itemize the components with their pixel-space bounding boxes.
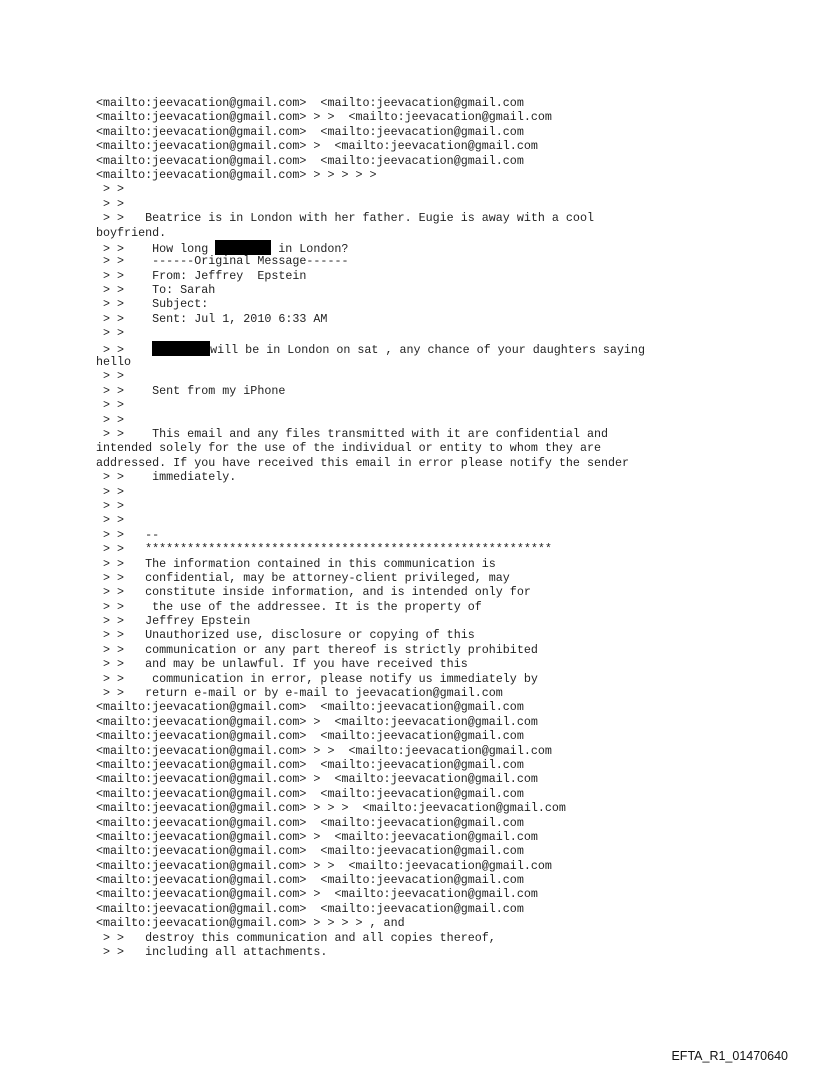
text-line: > > — [96, 196, 125, 211]
text-line: > > From: Jeffrey Epstein — [96, 268, 307, 283]
text-line: > > Jeffrey Epstein — [96, 614, 251, 629]
text-line: <mailto:jeevacation@gmail.com> > > > > , and — [96, 916, 405, 931]
text-line: > > communication or any part thereof is strictly prohibited — [96, 642, 538, 657]
line-suffix: in London? — [271, 241, 349, 256]
text-line: > > — [96, 498, 125, 513]
redaction-box — [215, 240, 271, 255]
text-line: > > To: Sarah — [96, 283, 216, 298]
text-line: addressed. If you have received this email in error please notify the sender — [96, 455, 630, 470]
text-line: <mailto:jeevacation@gmail.com> <mailto:jeevacation@gmail.com — [96, 786, 524, 801]
text-line: <mailto:jeevacation@gmail.com> <mailto:jeevacation@gmail.com — [96, 901, 524, 916]
text-line: > > — [96, 412, 125, 427]
text-line: > > and may be unlawful. If you have received this — [96, 657, 468, 672]
text-line: <mailto:jeevacation@gmail.com> > > <mailto:jeevacation@gmail.com — [96, 110, 552, 125]
text-line: <mailto:jeevacation@gmail.com> <mailto:jeevacation@gmail.com — [96, 844, 524, 859]
text-line: > > return e-mail or by e-mail to jeevacation@gmail.com — [96, 686, 503, 701]
text-line: hello — [96, 355, 132, 370]
line-suffix: will be in London on sat , any chance of your daughters saying — [210, 342, 645, 357]
text-line: > > Sent: Jul 1, 2010 6:33 AM — [96, 311, 328, 326]
email-body — [96, 96, 736, 959]
text-line-with-redaction — [96, 240, 736, 254]
text-line: > > the use of the addressee. It is the property of — [96, 599, 482, 614]
text-line: <mailto:jeevacation@gmail.com> > <mailto:jeevacation@gmail.com — [96, 139, 538, 154]
text-line: <mailto:jeevacation@gmail.com> <mailto:jeevacation@gmail.com — [96, 153, 524, 168]
document-id-footer: EFTA_R1_01470640 — [671, 1049, 788, 1063]
text-line: > > — [96, 369, 125, 384]
text-line: <mailto:jeevacation@gmail.com> <mailto:jeevacation@gmail.com — [96, 700, 524, 715]
text-line: <mailto:jeevacation@gmail.com> > <mailto:jeevacation@gmail.com — [96, 772, 538, 787]
text-line: > > Sent from my iPhone — [96, 383, 286, 398]
text-line: <mailto:jeevacation@gmail.com> > <mailto:jeevacation@gmail.com — [96, 714, 538, 729]
text-line: <mailto:jeevacation@gmail.com> <mailto:jeevacation@gmail.com — [96, 124, 524, 139]
text-line: > > confidential, may be attorney-client privileged, may — [96, 570, 510, 585]
text-line: > > Beatrice is in London with her father. Eugie is away with a cool — [96, 211, 594, 226]
text-line: > > destroy this communication and all copies thereof, — [96, 930, 496, 945]
text-line: > > immediately. — [96, 470, 237, 485]
text-line: > > — [96, 326, 125, 341]
redaction-box — [152, 341, 210, 356]
text-line: > > including all attachments. — [96, 945, 328, 960]
text-line: > > — [96, 484, 125, 499]
text-line: <mailto:jeevacation@gmail.com> > <mailto:jeevacation@gmail.com — [96, 887, 538, 902]
text-line: <mailto:jeevacation@gmail.com> > > > > > — [96, 167, 377, 182]
text-line: > > constitute inside information, and is intended only for — [96, 585, 531, 600]
text-line: > > Unauthorized use, disclosure or copying of this — [96, 628, 475, 643]
line-prefix: > > How long — [96, 241, 216, 256]
text-line: <mailto:jeevacation@gmail.com> > > <mailto:jeevacation@gmail.com — [96, 743, 552, 758]
line-prefix: > > — [96, 342, 153, 357]
text-line: > > communication in error, please notify us immediately by — [96, 671, 538, 686]
text-line: > > -- — [96, 527, 160, 542]
text-line: <mailto:jeevacation@gmail.com> > <mailto:jeevacation@gmail.com — [96, 829, 538, 844]
text-line: > > ------Original Message------ — [96, 254, 349, 269]
text-line: boyfriend. — [96, 225, 167, 240]
text-line: > > This email and any files transmitted with it are confidential and — [96, 426, 608, 441]
text-line: <mailto:jeevacation@gmail.com> > > <mailto:jeevacation@gmail.com — [96, 858, 552, 873]
text-line-with-redaction — [96, 341, 736, 355]
text-line: > > — [96, 182, 125, 197]
text-line: <mailto:jeevacation@gmail.com> <mailto:jeevacation@gmail.com — [96, 757, 524, 772]
text-line: <mailto:jeevacation@gmail.com> <mailto:jeevacation@gmail.com — [96, 873, 524, 888]
text-line: intended solely for the use of the individual or entity to whom they are — [96, 441, 601, 456]
text-line: > > — [96, 513, 125, 528]
text-line: > > ********************************************************** — [96, 542, 552, 557]
text-line: > > The information contained in this communication is — [96, 556, 496, 571]
text-line: > > — [96, 398, 125, 413]
text-line: > > Subject: — [96, 297, 209, 312]
text-line: <mailto:jeevacation@gmail.com> > > > <mailto:jeevacation@gmail.com — [96, 801, 566, 816]
text-line: <mailto:jeevacation@gmail.com> <mailto:jeevacation@gmail.com — [96, 96, 524, 110]
text-line: <mailto:jeevacation@gmail.com> <mailto:jeevacation@gmail.com — [96, 815, 524, 830]
text-line: <mailto:jeevacation@gmail.com> <mailto:jeevacation@gmail.com — [96, 729, 524, 744]
